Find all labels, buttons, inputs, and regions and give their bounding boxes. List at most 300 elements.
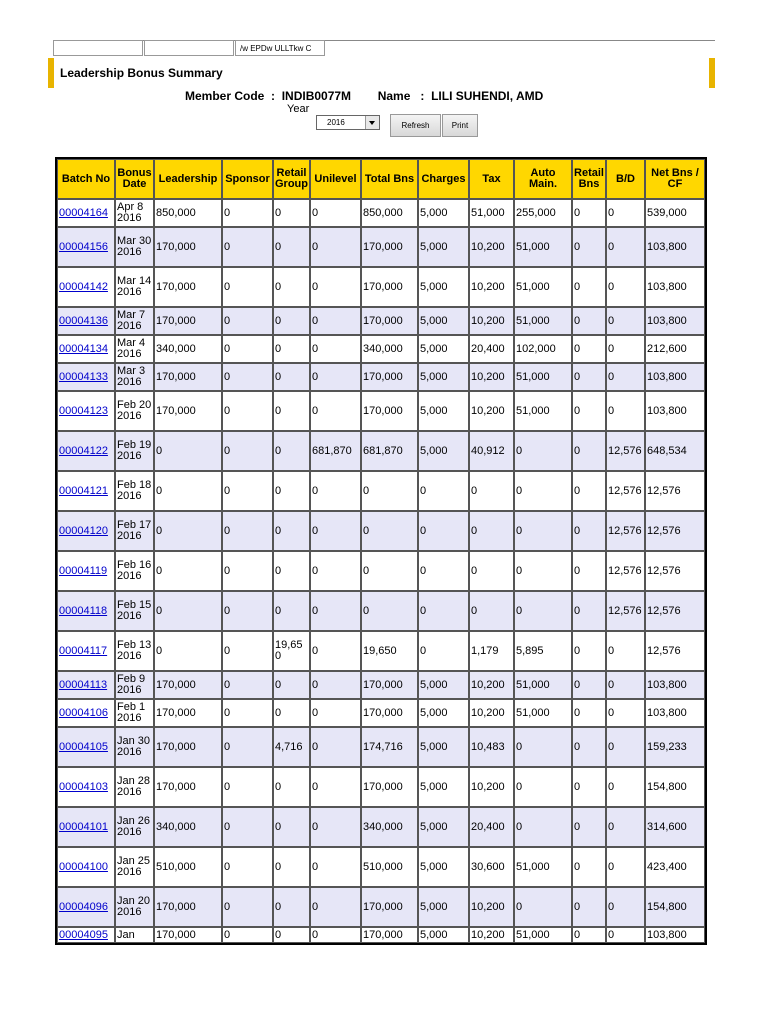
table-cell: 0 xyxy=(273,391,310,431)
table-cell: 0 xyxy=(572,471,606,511)
table-cell: 0 xyxy=(514,551,572,591)
table-cell: 0 xyxy=(273,335,310,363)
table-cell: Jan 28 2016 xyxy=(115,767,154,807)
batch-link[interactable]: 00004095 xyxy=(59,928,108,941)
refresh-button[interactable]: Refresh xyxy=(390,114,441,137)
table-cell: 0 xyxy=(572,431,606,471)
table-cell: 0 xyxy=(222,335,273,363)
table-cell: 170,000 xyxy=(154,887,222,927)
batch-link[interactable]: 00004118 xyxy=(59,604,108,617)
table-cell: 0 xyxy=(273,267,310,307)
table-cell: 0 xyxy=(572,671,606,699)
table-cell: 850,000 xyxy=(154,199,222,227)
table-cell: 170,000 xyxy=(361,699,418,727)
batch-cell xyxy=(57,391,115,431)
table-cell: Feb 9 2016 xyxy=(115,671,154,699)
batch-link[interactable]: 00004103 xyxy=(59,780,108,793)
table-cell: 51,000 xyxy=(514,699,572,727)
table-cell: 0 xyxy=(222,727,273,767)
print-button[interactable]: Print xyxy=(442,114,478,137)
table-cell: 510,000 xyxy=(154,847,222,887)
table-cell: 5,000 xyxy=(418,431,469,471)
table-cell: 0 xyxy=(310,807,361,847)
table-cell: 0 xyxy=(572,391,606,431)
table-cell: 0 xyxy=(514,807,572,847)
batch-link[interactable]: 00004123 xyxy=(59,404,108,417)
table-cell: 648,534 xyxy=(645,431,705,471)
table-cell: 154,800 xyxy=(645,767,705,807)
table-cell: 0 xyxy=(222,511,273,551)
batch-link[interactable]: 00004117 xyxy=(59,644,108,657)
batch-link[interactable]: 00004101 xyxy=(59,820,108,833)
batch-cell xyxy=(57,887,115,927)
table-cell: 170,000 xyxy=(154,699,222,727)
table-cell: 510,000 xyxy=(361,847,418,887)
table-cell: 0 xyxy=(310,631,361,671)
table-row xyxy=(57,847,705,887)
table-cell: 0 xyxy=(222,887,273,927)
table-cell: 0 xyxy=(572,631,606,671)
table-cell: 5,000 xyxy=(418,335,469,363)
table-cell: 5,000 xyxy=(418,699,469,727)
column-header: Sponsor xyxy=(222,159,273,199)
batch-link[interactable]: 00004105 xyxy=(59,740,108,753)
table-row xyxy=(57,807,705,847)
table-row xyxy=(57,671,705,699)
table-cell: 0 xyxy=(273,227,310,267)
table-cell: 0 xyxy=(606,631,645,671)
table-cell: 0 xyxy=(361,591,418,631)
table-cell: 154,800 xyxy=(645,887,705,927)
name-label: Name : xyxy=(377,89,425,103)
table-cell: 0 xyxy=(273,767,310,807)
table-cell: 10,200 xyxy=(469,767,514,807)
table-cell: 0 xyxy=(154,551,222,591)
batch-link[interactable]: 00004113 xyxy=(59,678,108,691)
table-cell: 10,483 xyxy=(469,727,514,767)
table-cell: 0 xyxy=(310,511,361,551)
table-cell: 0 xyxy=(572,199,606,227)
table-cell: 0 xyxy=(273,807,310,847)
table-cell: 0 xyxy=(222,699,273,727)
table-cell: Feb 1 2016 xyxy=(115,699,154,727)
table-cell: 0 xyxy=(273,887,310,927)
table-cell: Feb 15 2016 xyxy=(115,591,154,631)
table-cell: 0 xyxy=(154,511,222,551)
table-header-row xyxy=(57,159,705,199)
table-cell: 103,800 xyxy=(645,307,705,335)
table-cell: 0 xyxy=(572,335,606,363)
batch-link[interactable]: 00004121 xyxy=(59,484,108,497)
table-cell: 0 xyxy=(514,591,572,631)
table-cell: 0 xyxy=(361,471,418,511)
table-row xyxy=(57,227,705,267)
table-cell: 0 xyxy=(606,391,645,431)
batch-link[interactable]: 00004142 xyxy=(59,280,108,293)
table-cell: Mar 4 2016 xyxy=(115,335,154,363)
table-cell: 0 xyxy=(572,727,606,767)
table-cell: 5,000 xyxy=(418,391,469,431)
table-cell: 0 xyxy=(273,431,310,471)
table-cell: 0 xyxy=(514,727,572,767)
table-cell: 0 xyxy=(310,591,361,631)
table-cell: 170,000 xyxy=(154,307,222,335)
table-row xyxy=(57,699,705,727)
table-cell: 681,870 xyxy=(361,431,418,471)
table-cell: 0 xyxy=(606,227,645,267)
table-cell: 681,870 xyxy=(310,431,361,471)
batch-cell xyxy=(57,471,115,511)
table-cell: Apr 8 2016 xyxy=(115,199,154,227)
table-cell: 340,000 xyxy=(154,807,222,847)
table-cell: 51,000 xyxy=(514,927,572,943)
table-cell: 103,800 xyxy=(645,391,705,431)
table-cell: 12,576 xyxy=(606,511,645,551)
table-row xyxy=(57,727,705,767)
table-cell: Feb 20 2016 xyxy=(115,391,154,431)
table-cell: 170,000 xyxy=(154,267,222,307)
table-cell: 0 xyxy=(469,511,514,551)
table-cell: 0 xyxy=(273,699,310,727)
table-cell: Jan 25 2016 xyxy=(115,847,154,887)
table-cell: 0 xyxy=(418,591,469,631)
table-row xyxy=(57,591,705,631)
table-cell: 170,000 xyxy=(361,887,418,927)
column-header: Charges xyxy=(418,159,469,199)
table-cell: 40,912 xyxy=(469,431,514,471)
table-cell: 30,600 xyxy=(469,847,514,887)
table-cell: 0 xyxy=(606,335,645,363)
table-cell: 12,576 xyxy=(606,471,645,511)
column-header: Auto Main. xyxy=(514,159,572,199)
table-cell: 0 xyxy=(310,551,361,591)
table-cell: 159,233 xyxy=(645,727,705,767)
table-row xyxy=(57,887,705,927)
batch-link[interactable]: 00004120 xyxy=(59,524,108,537)
batch-link[interactable]: 00004100 xyxy=(59,860,108,873)
table-cell: 174,716 xyxy=(361,727,418,767)
table-cell: 103,800 xyxy=(645,363,705,391)
column-header: B/D xyxy=(606,159,645,199)
table-cell: 10,200 xyxy=(469,927,514,943)
year-select[interactable] xyxy=(316,115,380,130)
toolbar-field-2[interactable] xyxy=(144,40,234,56)
batch-cell xyxy=(57,199,115,227)
column-header: Total Bns xyxy=(361,159,418,199)
table-cell: 12,576 xyxy=(645,471,705,511)
column-header: Retail Bns xyxy=(572,159,606,199)
table-cell: 0 xyxy=(572,363,606,391)
member-name-value: LILI SUHENDI, AMD xyxy=(431,89,544,103)
table-cell: 0 xyxy=(572,511,606,551)
table-cell: 0 xyxy=(572,887,606,927)
table-cell: 12,576 xyxy=(645,511,705,551)
table-cell: 170,000 xyxy=(154,391,222,431)
table-cell: 0 xyxy=(606,807,645,847)
table-row xyxy=(57,335,705,363)
batch-cell xyxy=(57,727,115,767)
table-cell: 5,000 xyxy=(418,807,469,847)
batch-cell xyxy=(57,847,115,887)
table-cell: 0 xyxy=(154,631,222,671)
table-cell: 0 xyxy=(606,699,645,727)
table-cell: 1,179 xyxy=(469,631,514,671)
table-cell: 0 xyxy=(606,887,645,927)
table-row xyxy=(57,431,705,471)
batch-cell xyxy=(57,671,115,699)
table-cell: 0 xyxy=(310,927,361,943)
table-cell: 102,000 xyxy=(514,335,572,363)
table-cell: 0 xyxy=(273,511,310,551)
table-cell: 170,000 xyxy=(361,267,418,307)
table-cell: Jan xyxy=(115,927,154,943)
table-cell: 0 xyxy=(514,471,572,511)
chevron-down-icon[interactable] xyxy=(365,116,379,129)
table-cell: 103,800 xyxy=(645,927,705,943)
table-cell: 12,576 xyxy=(606,551,645,591)
table-cell: 10,200 xyxy=(469,887,514,927)
table-cell: 0 xyxy=(572,699,606,727)
batch-link[interactable]: 00004134 xyxy=(59,342,108,355)
table-cell: 170,000 xyxy=(361,227,418,267)
batch-cell xyxy=(57,363,115,391)
table-cell: 0 xyxy=(222,927,273,943)
batch-link[interactable]: 00004156 xyxy=(59,240,108,253)
batch-link[interactable]: 00004106 xyxy=(59,706,108,719)
table-cell: 5,000 xyxy=(418,671,469,699)
table-row xyxy=(57,927,705,943)
table-cell: 12,576 xyxy=(645,591,705,631)
viewstate-field[interactable]: /w EPDw ULLTkw C xyxy=(235,40,325,56)
table-cell: 0 xyxy=(222,551,273,591)
table-cell: 0 xyxy=(572,927,606,943)
batch-link[interactable]: 00004122 xyxy=(59,444,108,457)
table-cell: 0 xyxy=(222,671,273,699)
table-cell: Jan 30 2016 xyxy=(115,727,154,767)
table-cell: 51,000 xyxy=(514,391,572,431)
toolbar-field-1[interactable] xyxy=(53,40,143,56)
table-cell: 19,650 xyxy=(273,631,310,671)
table-cell: 12,576 xyxy=(606,431,645,471)
table-cell: 0 xyxy=(310,267,361,307)
table-cell: 0 xyxy=(310,335,361,363)
table-cell: 0 xyxy=(572,847,606,887)
table-row xyxy=(57,471,705,511)
column-header: Retail Group xyxy=(273,159,310,199)
table-cell: 10,200 xyxy=(469,391,514,431)
table-row xyxy=(57,267,705,307)
batch-cell xyxy=(57,807,115,847)
table-cell: 0 xyxy=(273,307,310,335)
table-cell: 5,000 xyxy=(418,227,469,267)
table-row xyxy=(57,551,705,591)
batch-cell xyxy=(57,267,115,307)
table-cell: 0 xyxy=(222,807,273,847)
table-cell: 0 xyxy=(606,767,645,807)
table-cell: 103,800 xyxy=(645,699,705,727)
table-cell: 5,000 xyxy=(418,847,469,887)
table-cell: 5,000 xyxy=(418,887,469,927)
table-cell: Mar 7 2016 xyxy=(115,307,154,335)
table-cell: 0 xyxy=(572,267,606,307)
table-cell: 0 xyxy=(606,307,645,335)
table-cell: 314,600 xyxy=(645,807,705,847)
table-cell: 340,000 xyxy=(361,807,418,847)
table-cell: Feb 13 2016 xyxy=(115,631,154,671)
table-cell: 0 xyxy=(273,363,310,391)
table-cell: 0 xyxy=(222,267,273,307)
top-toolbar xyxy=(53,40,715,58)
table-cell: 5,000 xyxy=(418,307,469,335)
table-cell: 170,000 xyxy=(361,671,418,699)
table-cell: 0 xyxy=(514,767,572,807)
table-cell: Mar 30 2016 xyxy=(115,227,154,267)
table-cell: 0 xyxy=(222,227,273,267)
table-cell: Mar 3 2016 xyxy=(115,363,154,391)
table-cell: 0 xyxy=(572,807,606,847)
table-cell: 51,000 xyxy=(514,363,572,391)
table-cell: 5,000 xyxy=(418,767,469,807)
table-cell: 0 xyxy=(418,471,469,511)
table-cell: Mar 14 2016 xyxy=(115,267,154,307)
table-cell: 5,000 xyxy=(418,267,469,307)
batch-link[interactable]: 00004119 xyxy=(59,564,108,577)
table-cell: 0 xyxy=(273,551,310,591)
table-cell: 103,800 xyxy=(645,267,705,307)
table-cell: 103,800 xyxy=(645,671,705,699)
batch-cell xyxy=(57,699,115,727)
table-cell: 0 xyxy=(273,591,310,631)
table-cell: 0 xyxy=(310,847,361,887)
column-header: Leadership xyxy=(154,159,222,199)
table-cell: Feb 17 2016 xyxy=(115,511,154,551)
table-cell: 170,000 xyxy=(361,363,418,391)
table-cell: 170,000 xyxy=(361,391,418,431)
table-cell: 0 xyxy=(310,727,361,767)
table-cell: 4,716 xyxy=(273,727,310,767)
batch-cell xyxy=(57,307,115,335)
table-cell: 539,000 xyxy=(645,199,705,227)
table-cell: 0 xyxy=(310,887,361,927)
table-cell: 0 xyxy=(361,511,418,551)
table-cell: 10,200 xyxy=(469,267,514,307)
table-row xyxy=(57,767,705,807)
column-header: Unilevel xyxy=(310,159,361,199)
table-cell: 0 xyxy=(154,591,222,631)
table-cell: 0 xyxy=(310,471,361,511)
column-header: Bonus Date xyxy=(115,159,154,199)
table-cell: Jan 26 2016 xyxy=(115,807,154,847)
table-cell: 19,650 xyxy=(361,631,418,671)
table-cell: 51,000 xyxy=(469,199,514,227)
table-cell: 0 xyxy=(310,307,361,335)
table-cell: 0 xyxy=(273,671,310,699)
table-cell: 5,000 xyxy=(418,199,469,227)
table-cell: 0 xyxy=(222,391,273,431)
table-cell: 0 xyxy=(514,431,572,471)
table-cell: 20,400 xyxy=(469,335,514,363)
table-row xyxy=(57,391,705,431)
table-cell: 5,000 xyxy=(418,927,469,943)
table-cell: 850,000 xyxy=(361,199,418,227)
table-cell: 0 xyxy=(606,363,645,391)
table-cell: 20,400 xyxy=(469,807,514,847)
table-cell: 0 xyxy=(222,199,273,227)
table-cell: 0 xyxy=(418,511,469,551)
table-cell: 0 xyxy=(222,847,273,887)
table-cell: Feb 16 2016 xyxy=(115,551,154,591)
table-cell: 170,000 xyxy=(154,727,222,767)
batch-cell xyxy=(57,767,115,807)
table-cell: 0 xyxy=(514,511,572,551)
member-code-label: Member Code : xyxy=(185,89,276,103)
column-header: Net Bns / CF xyxy=(645,159,705,199)
bonus-summary-table xyxy=(55,157,707,945)
table-row xyxy=(57,363,705,391)
table-cell: 0 xyxy=(222,307,273,335)
table-cell: 423,400 xyxy=(645,847,705,887)
batch-cell xyxy=(57,591,115,631)
table-cell: 0 xyxy=(572,591,606,631)
table-cell: 51,000 xyxy=(514,671,572,699)
table-cell: Jan 20 2016 xyxy=(115,887,154,927)
table-cell: 0 xyxy=(572,767,606,807)
batch-link[interactable]: 00004096 xyxy=(59,900,108,913)
member-code-value: INDIB0077M xyxy=(281,89,352,103)
table-cell: 170,000 xyxy=(154,671,222,699)
table-cell: 5,000 xyxy=(418,363,469,391)
table-cell: 0 xyxy=(154,471,222,511)
table-cell: 0 xyxy=(418,631,469,671)
table-body xyxy=(57,199,705,943)
batch-link[interactable]: 00004136 xyxy=(59,314,108,327)
table-cell: Feb 18 2016 xyxy=(115,471,154,511)
table-cell: 10,200 xyxy=(469,671,514,699)
accent-bar-right xyxy=(709,58,715,88)
table-cell: 170,000 xyxy=(361,767,418,807)
table-cell: 51,000 xyxy=(514,307,572,335)
table-cell: 10,200 xyxy=(469,227,514,267)
table-cell: 170,000 xyxy=(154,767,222,807)
table-cell: 0 xyxy=(572,551,606,591)
table-cell: 0 xyxy=(606,199,645,227)
table-cell: 0 xyxy=(572,307,606,335)
table-cell: 10,200 xyxy=(469,307,514,335)
table-cell: 0 xyxy=(469,551,514,591)
table-cell: 51,000 xyxy=(514,227,572,267)
table-cell: 0 xyxy=(222,631,273,671)
batch-link[interactable]: 00004164 xyxy=(59,206,108,219)
table-cell: 170,000 xyxy=(154,363,222,391)
table-cell: 0 xyxy=(273,927,310,943)
batch-cell xyxy=(57,431,115,471)
member-info xyxy=(185,89,543,103)
batch-cell xyxy=(57,227,115,267)
batch-link[interactable]: 00004133 xyxy=(59,370,108,383)
table-cell: 0 xyxy=(361,551,418,591)
accent-bar-left xyxy=(48,58,54,88)
table-cell: 12,576 xyxy=(645,551,705,591)
table-cell: 0 xyxy=(310,699,361,727)
table-cell: 0 xyxy=(606,671,645,699)
table-cell: 255,000 xyxy=(514,199,572,227)
table-cell: 170,000 xyxy=(361,927,418,943)
table-cell: 0 xyxy=(310,227,361,267)
table-cell: 0 xyxy=(222,471,273,511)
table-cell: 0 xyxy=(273,847,310,887)
table-cell: 0 xyxy=(273,471,310,511)
table-cell: 0 xyxy=(469,591,514,631)
